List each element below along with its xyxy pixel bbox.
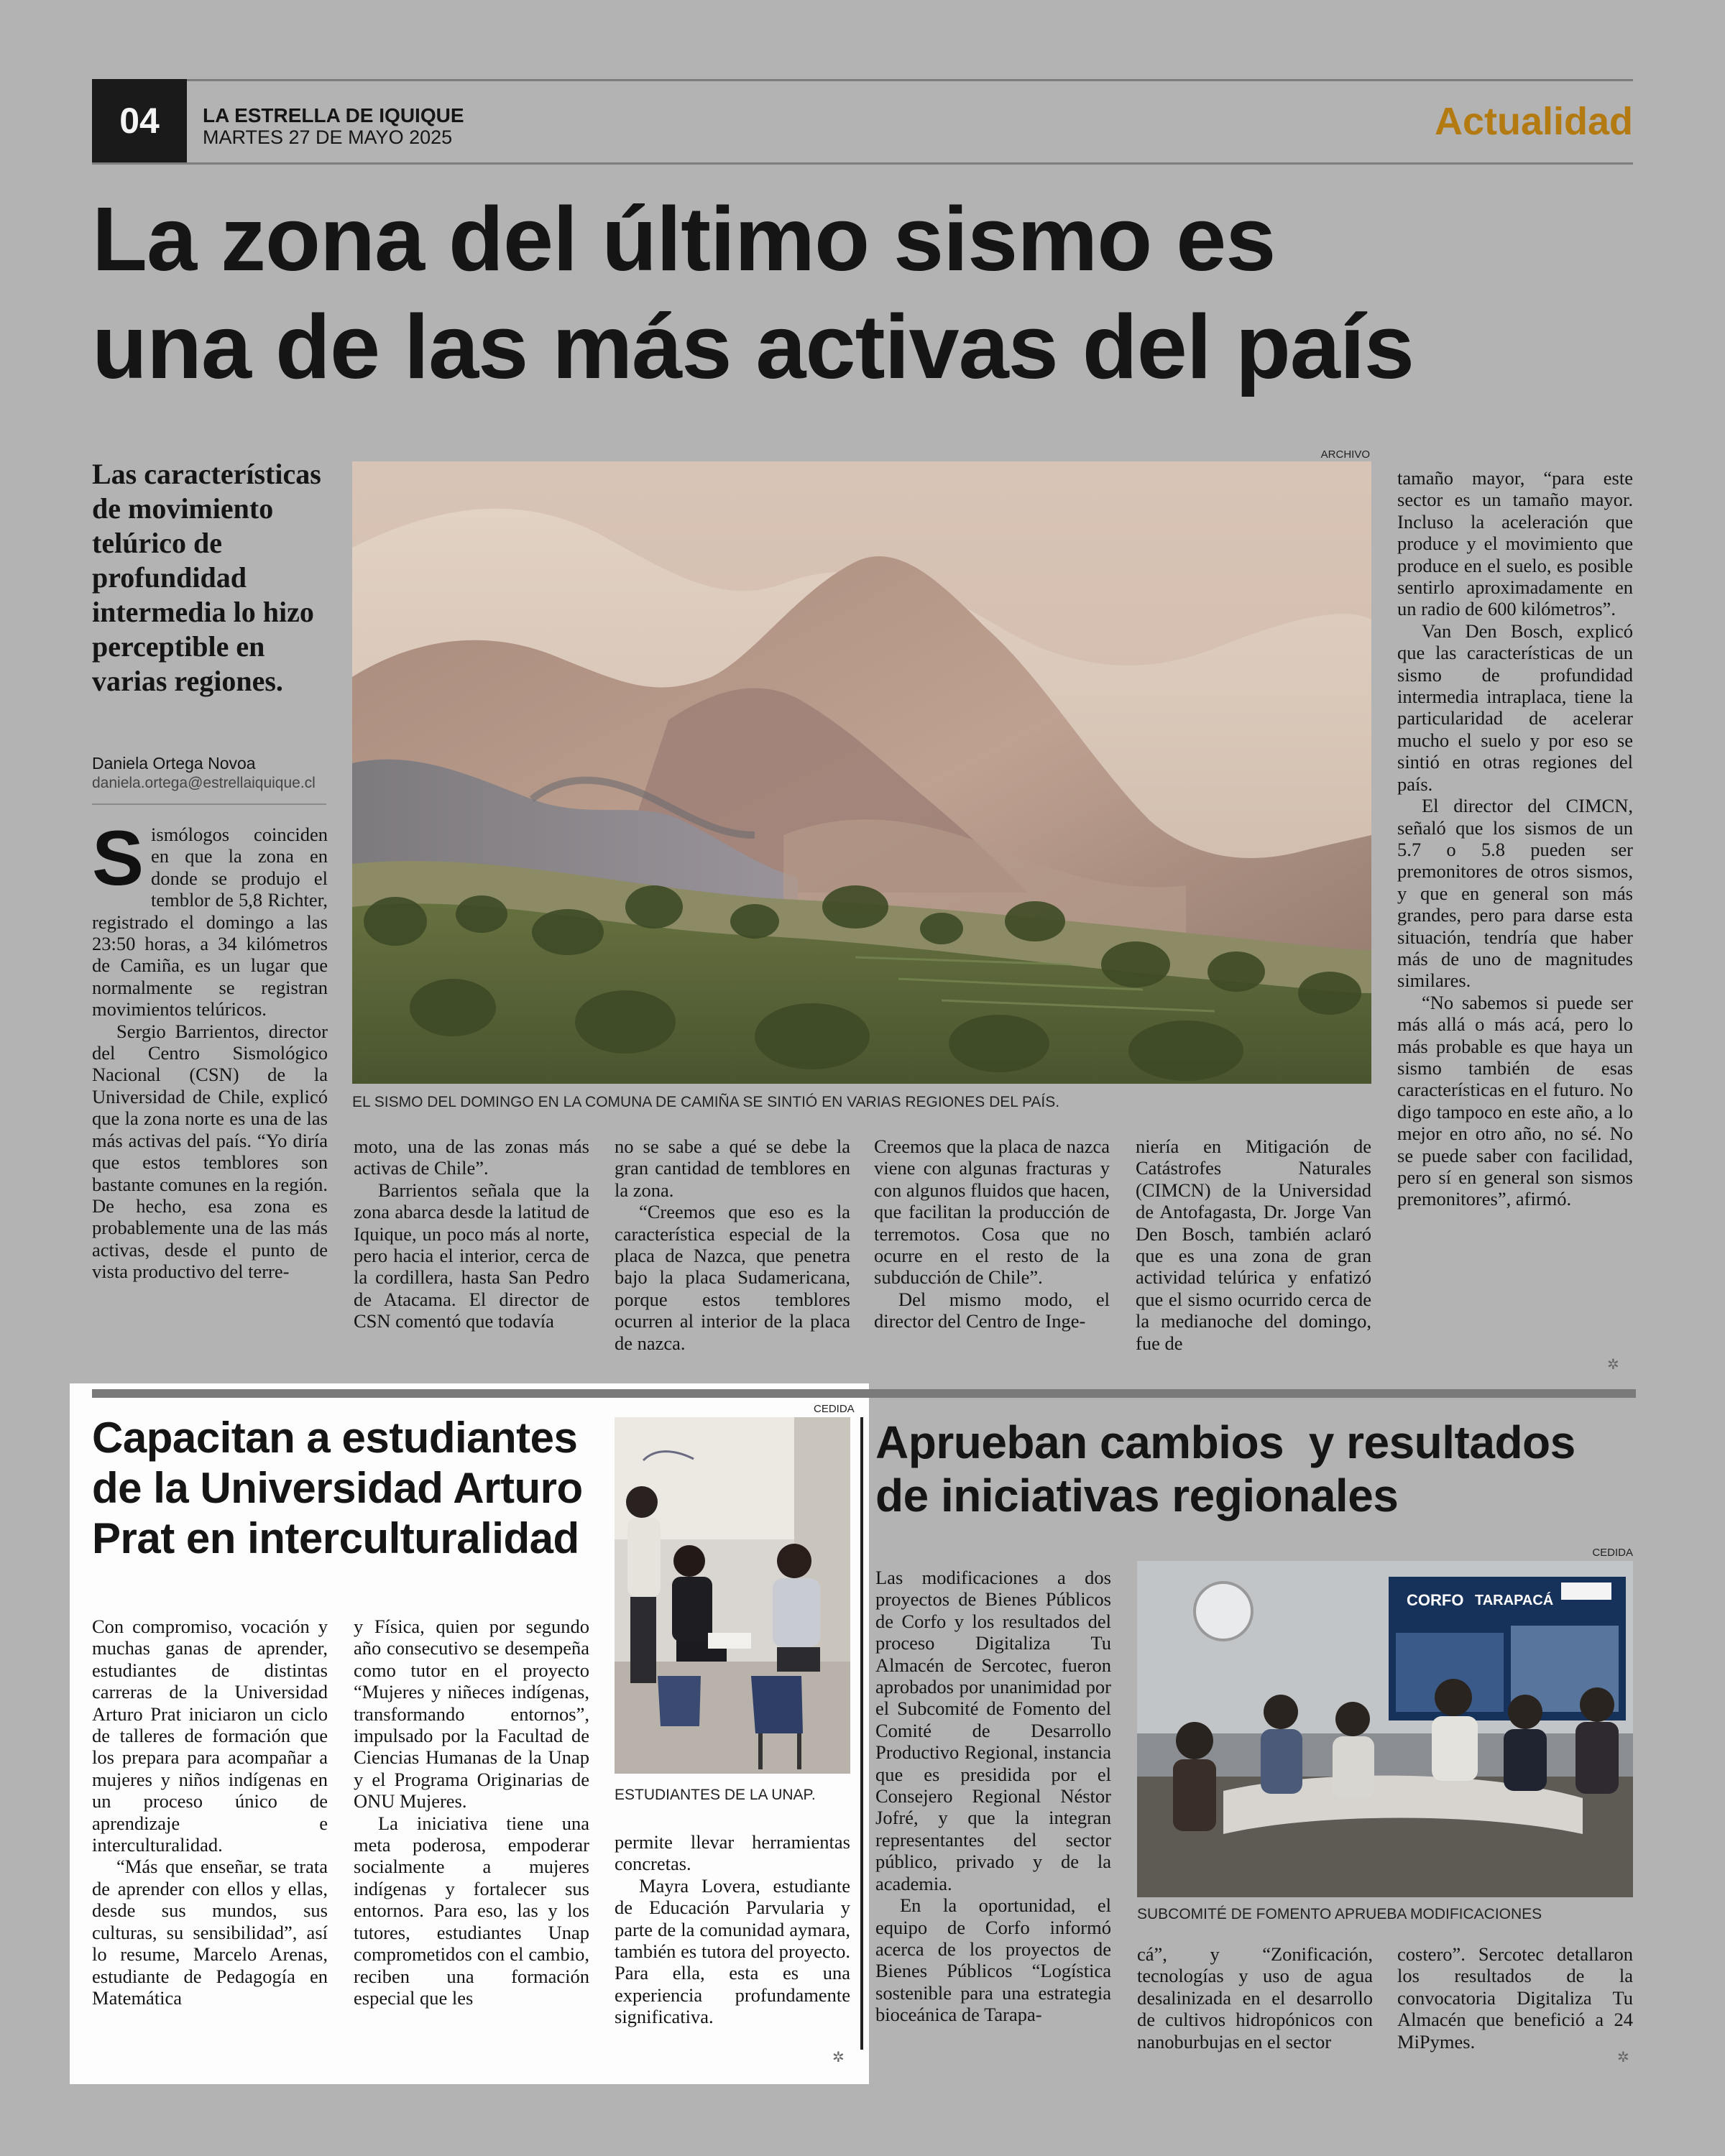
article3-column-1: [875, 1567, 1111, 2070]
main-column-4: [874, 1135, 1110, 1376]
byline-rule: [92, 803, 326, 805]
paragraph: no se sabe a qué se debe la gran cantidad de temblores en la zona.: [615, 1135, 850, 1201]
main-photo-caption: EL SISMO DEL DOMINGO EN LA COMUNA DE CAMIÑA SE SINTIÓ EN VARIAS REGIONES DEL PAÍS.: [352, 1094, 1060, 1110]
article2-photo: [615, 1417, 850, 1774]
paragraph: Mayra Lovera, estudiante de Educación Parvularia y parte de la comunidad aymara, también es tutora del proyecto. Para ella, esta es una experiencia profundamente significativa.: [615, 1874, 850, 2028]
header-top-rule: [92, 79, 1633, 81]
paragraph: La iniciativa tiene una meta poderosa, empoderar socialmente a mujeres indígenas y fortalecer sus entornos. Para eso, las y los tutores, estudiantes Unap comprometidos con el cambio, reciben una formación especial que les: [354, 1812, 589, 2009]
main-column-5: [1136, 1135, 1371, 1376]
article2-photo-caption: ESTUDIANTES DE LA UNAP.: [615, 1787, 816, 1803]
article3-column-3: [1397, 1943, 1633, 2070]
header-bottom-rule: [92, 162, 1633, 165]
meeting-room-image: [1137, 1561, 1633, 1897]
paragraph: El director del CIMCN, señaló que los sismos de un 5.7 o 5.8 pueden ser premonitores de otros sismos, y que en general son más grandes, pero para darse esta situación, tendría que haber más de uno de magnitudes similares.: [1397, 795, 1633, 992]
paragraph: “Más que enseñar, se trata de aprender con ellos y ellas, desde sus mundos, sus culturas, su sensibilidad”, así lo resume, Marcelo Arenas, estudiante de Pedagogía en Matemática: [92, 1856, 328, 2009]
main-column-3: [615, 1135, 850, 1376]
article2-column-2: [354, 1616, 589, 2070]
page-number: 04: [92, 79, 187, 162]
article2-title-line-2: de la Universidad Arturo: [92, 1464, 583, 1512]
article3-end-icon: ✲: [1617, 2048, 1629, 2065]
paragraph: “No sabemos si puede ser más allá o más acá, pero lo más probable es que haya un sismo también de esas características en el futuro. No digo tampoco en este año, a lo mejor en otro año, no sé. No se puede saber con facilidad, pero sí en general son sismos premonitores”, afirmó.: [1397, 991, 1633, 1210]
article2-title-line-3: Prat en interculturalidad: [92, 1514, 579, 1562]
main-column-1: [92, 824, 328, 1377]
article3-photo-caption: SUBCOMITÉ DE FOMENTO APRUEBA MODIFICACIONES: [1137, 1906, 1542, 1922]
paragraph: permite llevar herramientas concretas.: [615, 1831, 850, 1875]
paragraph: cá”, y “Zonificación, tecnologías y uso de agua desalinizada en el desarrollo de cultivos hidropónicos con nanoburbujas en el sector: [1137, 1943, 1373, 2053]
corfo-banner-logo: CORFO: [1407, 1591, 1464, 1609]
publication-name: LA ESTRELLA DE IQUIQUE: [203, 104, 464, 126]
headline-line-1: La zona del último sismo es: [92, 188, 1276, 290]
publication-date: MARTES 27 DE MAYO 2025: [203, 126, 453, 148]
article3-title-line-1: Aprueban cambios y resultados: [875, 1416, 1576, 1468]
byline: [92, 753, 316, 793]
section-title: Actualidad: [1434, 100, 1633, 143]
article3-title: [875, 1416, 1630, 1522]
paragraph: Del mismo modo, el director del Centro de Inge-: [874, 1288, 1110, 1332]
paragraph: niería en Mitigación de Catástrofes Naturales (CIMCN) de la Universidad de Antofagasta, Dr. Jorge Van Den Bosch, también aclaró que es una zona de gran actividad telúrica y enfatizó que el sismo ocurrido cerca de la medianoche del domingo, fue de: [1136, 1135, 1371, 1354]
main-photo: [352, 461, 1371, 1084]
article2-end-icon: ✲: [832, 2048, 845, 2065]
paragraph: Con compromiso, vocación y muchas ganas de aprender, estudiantes de distintas carreras de la Universidad Arturo Prat iniciaron un ciclo de talleres de formación que los prepara para acompañar a mujeres y niños indígenas en un proceso único de aprendizaje e interculturalidad.: [92, 1616, 328, 1856]
headline-line-2: una de las más activas del país: [92, 296, 1414, 397]
article3-column-2: [1137, 1943, 1373, 2070]
article2-title-line-1: Capacitan a estudiantes: [92, 1414, 578, 1462]
article3-photo-credit: CEDIDA: [1592, 1547, 1633, 1559]
author-email[interactable]: daniela.ortega@estrellaiquique.cl: [92, 775, 316, 791]
paragraph: Van Den Bosch, explicó que las características de un sismo de profundidad intermedia intraplaca, tiene la particularidad de acelerar mucho el suelo y por eso se sintió en otras regiones del país.: [1397, 619, 1633, 795]
article-separator: [860, 1417, 863, 2050]
section-divider: [92, 1389, 1636, 1398]
paragraph: En la oportunidad, el equipo de Corfo informó acerca de los proyectos de Bienes Públicos “Logística sostenible para una estrategia bioceánica de Tarapa-: [875, 1894, 1111, 2026]
tarapaca-banner-text: TARAPACÁ: [1475, 1593, 1554, 1608]
paragraph: tamaño mayor, “para este sector es un tamaño mayor. Incluso la aceleración que produce y el movimiento que produce en el suelo, es posible sentirlo aproximadamente en un radio de 600 kilómetros”.: [1397, 467, 1633, 620]
article-end-icon: ✲: [1607, 1355, 1619, 1373]
author-name: Daniela Ortega Novoa: [92, 754, 256, 773]
main-column-6: [1397, 467, 1633, 1374]
article2-title: [92, 1413, 610, 1564]
paragraph: “Creemos que eso es la característica especial de la placa de Nazca, que penetra bajo la placa Sudamericana, porque estos temblores ocurren al interior de la placa de nazca.: [615, 1201, 850, 1354]
paragraph: moto, una de las zonas más activas de Chile”.: [354, 1135, 589, 1179]
main-column-2: [354, 1135, 589, 1376]
paragraph: Sergio Barrientos, director del Centro Sismológico Nacional (CSN) de la Universidad de Chile, explicó que la zona norte es una de las más activas del país. “Yo diría que estos temblores son bastante comunes en la región. De hecho, esa zona es probablemente una de las más activas, desde el punto de vista productivo del terre-: [92, 1020, 328, 1283]
article-deck: Las características de movimiento telúrico de profundidad intermedia lo hizo perceptible en varias regiones.: [92, 458, 321, 697]
paragraph: Las modificaciones a dos proyectos de Bienes Públicos de Corfo y los resultados del proceso Digitaliza Tu Almacén de Sercotec, fueron aprobados por unanimidad por el Subcomité de Fomento del Comité de Desarrollo Productivo Regional, instancia que es presidida por el Consejero Regional Néstor Jofré, y que la integran representantes del sector público, privado y de la academia.: [875, 1567, 1111, 1894]
drop-cap: S: [92, 824, 144, 901]
paragraph: Barrientos señala que la zona abarca desde la latitud de Iquique, un poco más al norte, pero hacia el interior, cerca de la cordillera, hasta San Pedro de Atacama. El director de CSN comentó que todavía: [354, 1179, 589, 1332]
paragraph: costero”. Sercotec detallaron los resultados de la convocatoria Digitaliza Tu Almacén que benefició a 24 MiPymes.: [1397, 1943, 1633, 2053]
article2-photo-credit: CEDIDA: [814, 1403, 855, 1415]
paragraph: y Física, quien por segundo año consecutivo se desempeña como tutor en el proyecto “Mujeres y niñeces indígenas, transformando entornos”, impulsado por la Facultad de Ciencias Humanas de la Unap y el Programa Originarias de ONU Mujeres.: [354, 1616, 589, 1812]
paragraph: Creemos que la placa de nazca viene con algunas fracturas y con algunos fluidos que hacen, que facilitan la producción de terremotos. Cosa que no ocurre en el resto de la subducción de Chile”.: [874, 1135, 1110, 1289]
paragraph: ismólogos coinciden en que la zona en donde se produjo el temblor de 5,8 Richter, registrado el domingo a las 23:50 horas, a 34 kilómetros de Camiña, es un lugar que normalmente se registran movimientos telúricos.: [92, 824, 328, 1021]
main-headline: [92, 185, 1637, 401]
main-photo-credit: ARCHIVO: [1320, 448, 1370, 461]
mountain-landscape-image: [352, 461, 1371, 1084]
article3-title-line-2: de iniciativas regionales: [875, 1470, 1399, 1521]
article2-column-3: [615, 1831, 850, 2070]
article3-photo: [1137, 1561, 1633, 1897]
students-classroom-image: [615, 1417, 850, 1774]
article2-column-1: [92, 1616, 328, 2070]
